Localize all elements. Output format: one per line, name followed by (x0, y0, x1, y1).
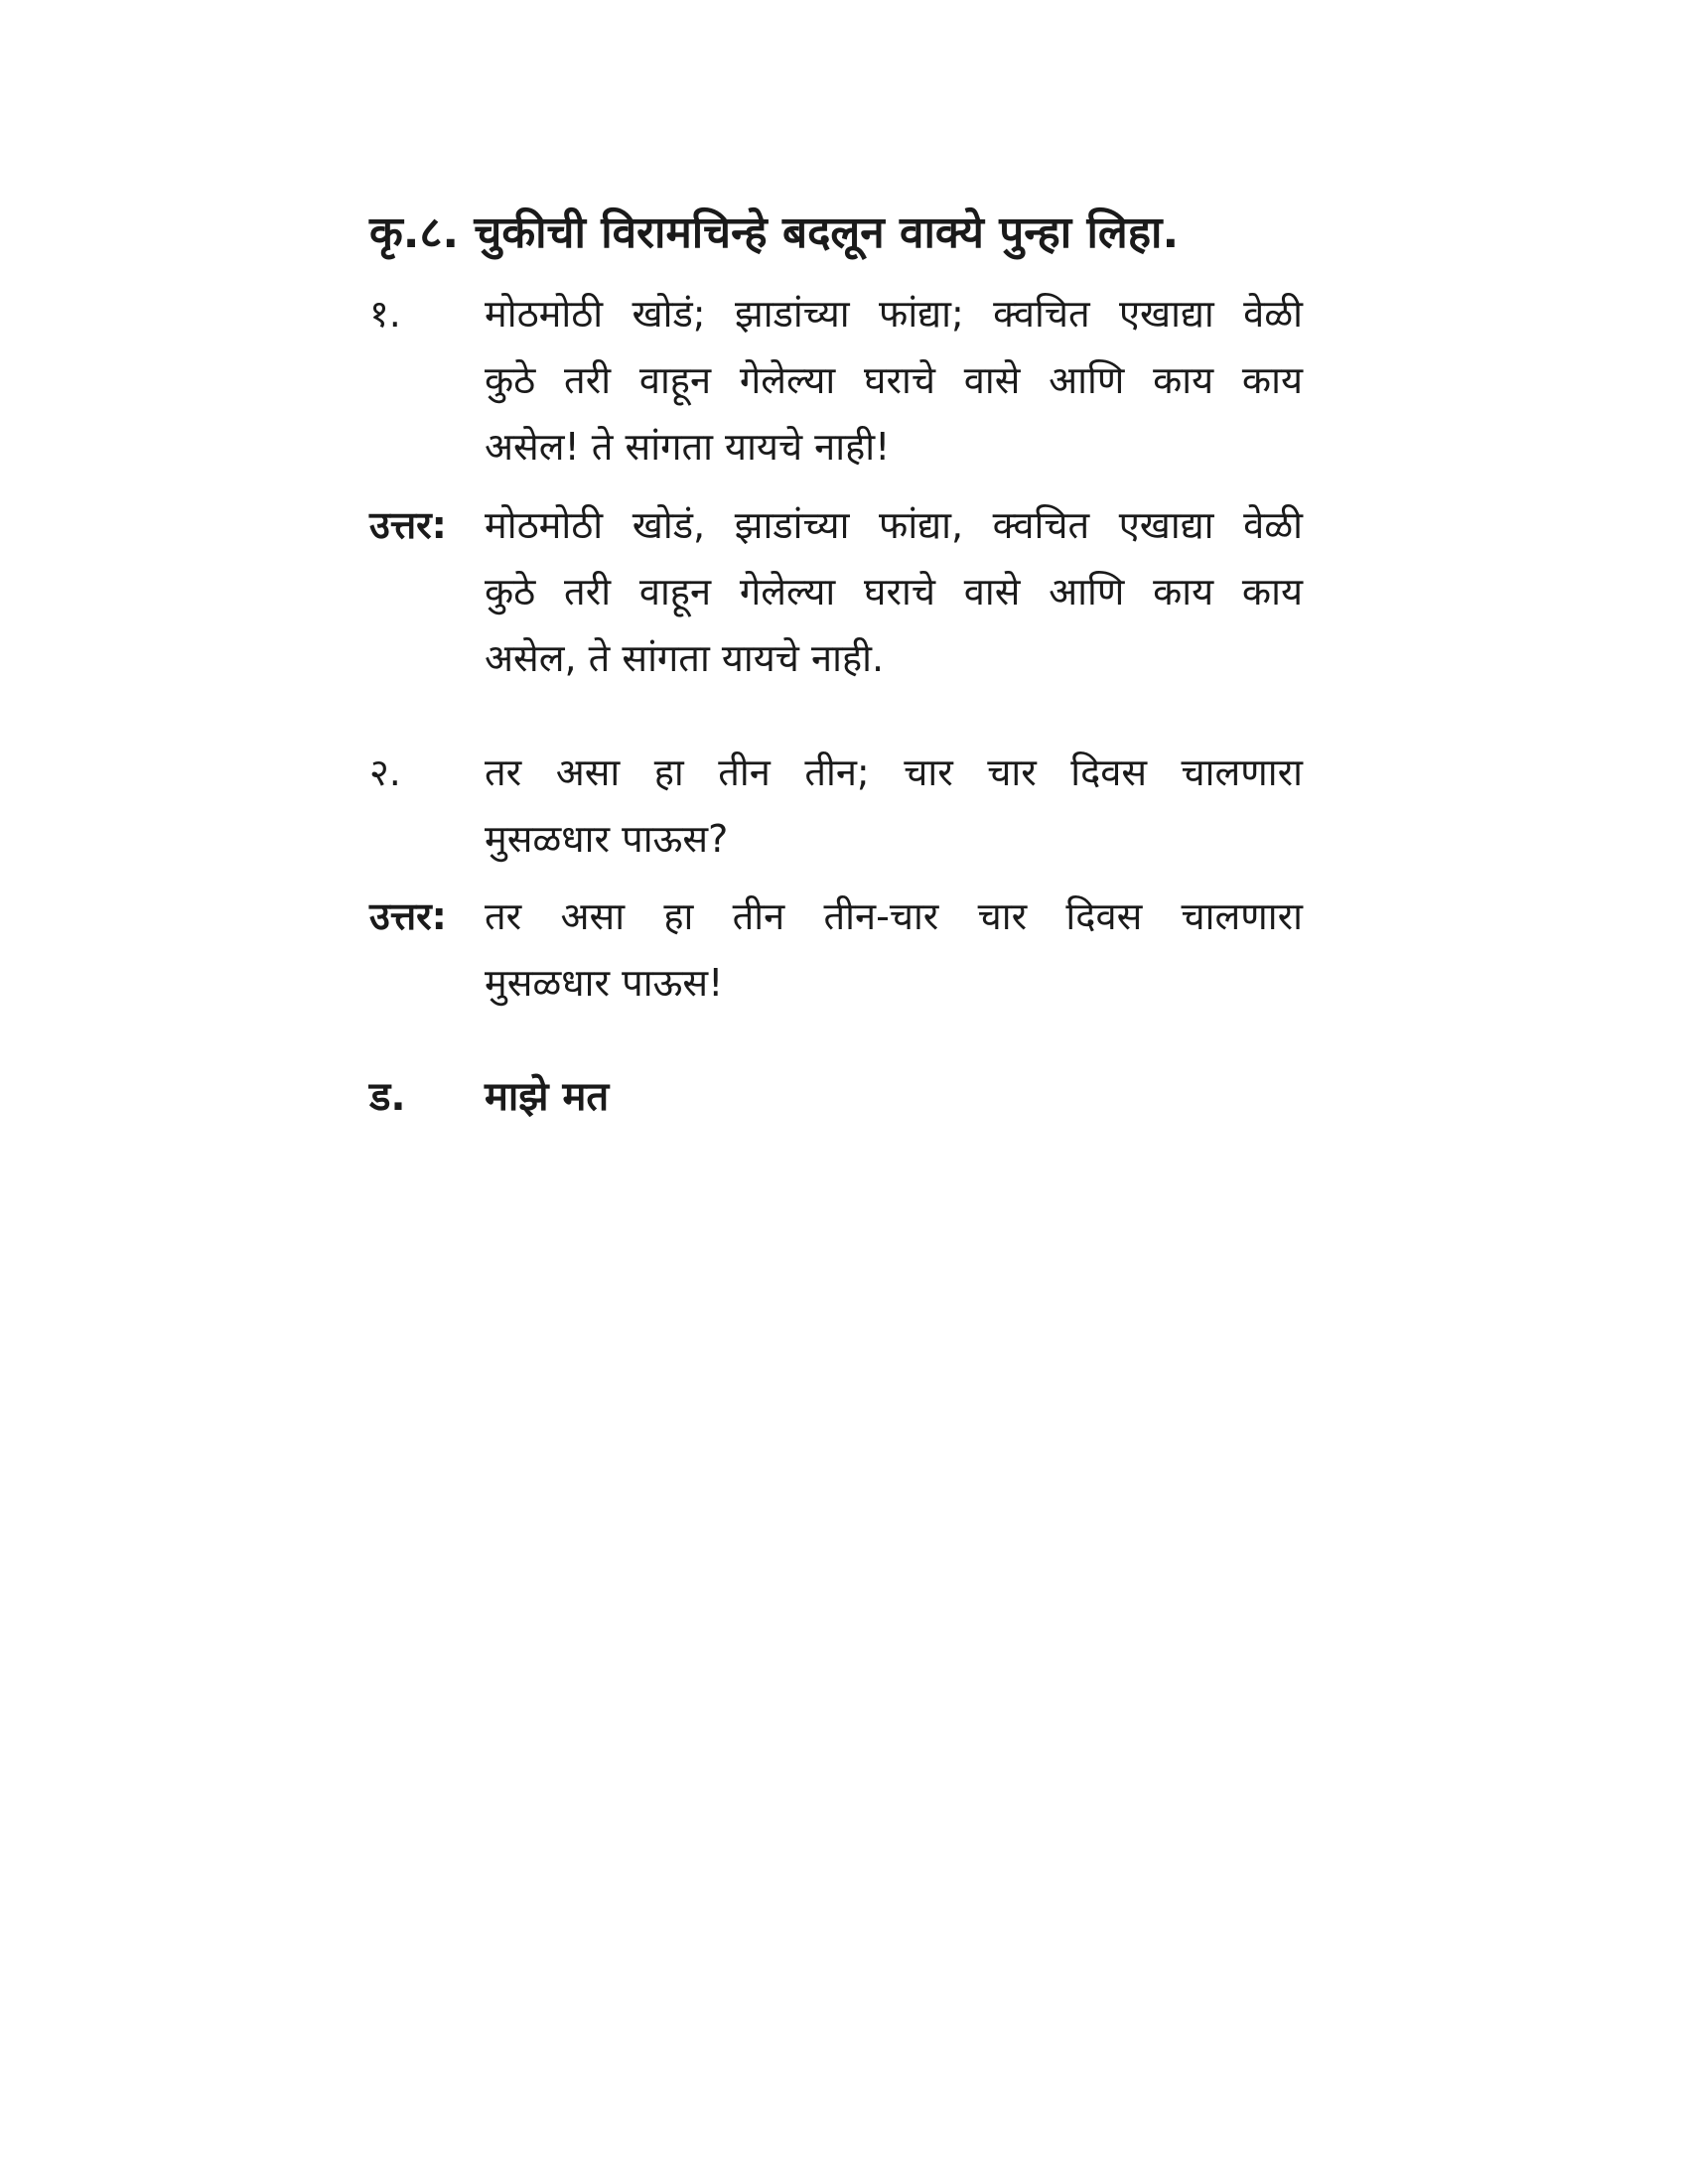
text-line: असेल, ते सांगता यायचे नाही. (485, 636, 885, 680)
item-number: २. (369, 751, 401, 794)
text-line: मुसळधार पाऊस! (485, 961, 724, 1005)
answer-text (485, 884, 1303, 1017)
text-line: मोठमोठी खोडं, झाडांच्या फांद्या, क्वचित एखाद्या वेळी (485, 503, 1303, 547)
text-line: कुठे तरी वाहून गेलेल्या घराचे वासे आणि काय काय (485, 358, 1303, 402)
section-title: माझे मत (485, 1074, 610, 1120)
text-line: मोठमोठी खोडं; झाडांच्या फांद्या; क्वचित एखाद्या वेळी (485, 292, 1303, 336)
question-text (485, 281, 1303, 480)
answer-label: उत्तर: (369, 503, 447, 547)
answer-label: उत्तर: (369, 894, 447, 938)
text-line: असेल! ते सांगता यायचे नाही! (485, 425, 891, 469)
item-number: १. (369, 292, 401, 336)
section-label: ड. (369, 1074, 406, 1120)
text-line: मुसळधार पाऊस? (485, 817, 729, 861)
answer-text (485, 492, 1303, 692)
text-line: तर असा हा तीन तीन; चार चार दिवस चालणारा (485, 751, 1303, 794)
text-line: कुठे तरी वाहून गेलेल्या घराचे वासे आणि काय काय (485, 570, 1303, 614)
question-heading: कृ.८. चुकीची विरामचिन्हे बदलून वाक्ये पुन्हा लिहा. (369, 207, 1180, 258)
text-line: तर असा हा तीन तीन-चार चार दिवस चालणारा (485, 894, 1303, 938)
question-text (485, 740, 1303, 873)
